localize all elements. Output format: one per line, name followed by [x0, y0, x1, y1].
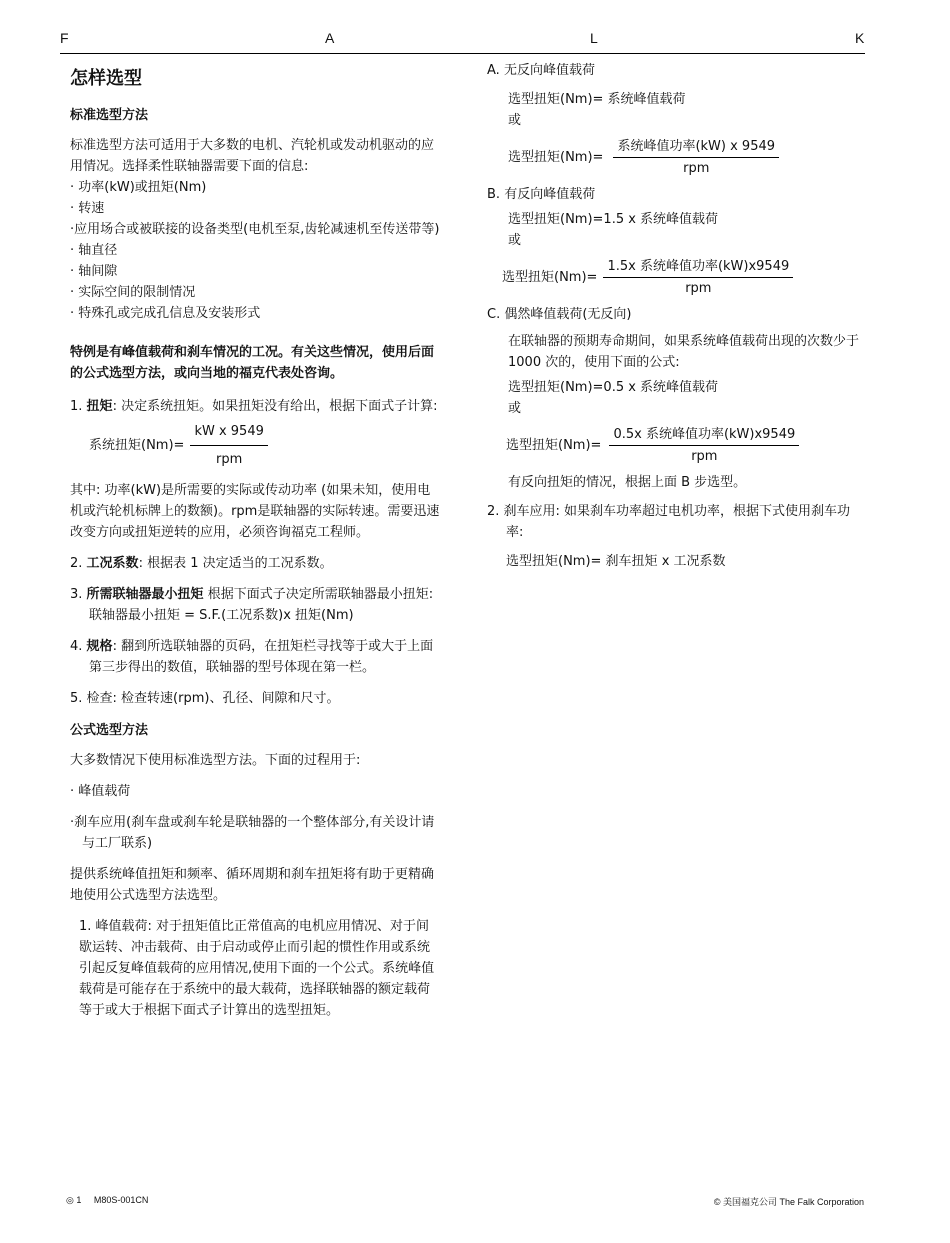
- formula-fraction: [609, 423, 799, 464]
- formula-label: 选型扭矩(Nm)=: [506, 438, 602, 453]
- step-1-note: 其中: 功率(kW)是所需要的实际或传动功率 (如果未知，使用电机或汽轮机标牌上的数额)。rpm是联轴器的实际转速。需要迅速改变方向或扭矩逆转的应用，必须咨询福克工程师。: [70, 483, 440, 540]
- section-b: [487, 184, 865, 205]
- special-case-note: 特例是有峰值载荷和刹车情况的工况。有关这些情况，使用后面的公式选型方法，或向当地的福克代表处咨询。: [70, 345, 435, 381]
- peak-load-paragraph: 1. 峰值载荷: 对于扭矩值比正常值高的电机应用情况、对于间歇运转、冲击载荷、由于启动或停止而引起的惯性作用或系统引起反复峰值载荷的应用情况,使用下面的一个公式。系统峰值载荷是可能存在于系统中的最大载荷，选择联轴器的额定载荷等于或大于根据下面式子计算出的选型扭矩。: [79, 919, 435, 1018]
- section-c-formula: [506, 423, 865, 464]
- min-torque-formula: 联轴器最小扭矩 = S.F.(工况系数)x 扭矩(Nm): [89, 608, 354, 623]
- step-number: 2.: [70, 556, 83, 571]
- step-title: 扭矩: [86, 399, 113, 414]
- standard-method-heading: 标准选型方法: [70, 108, 149, 123]
- section-title: 无反向峰值载荷: [503, 63, 595, 78]
- section-a-body: [487, 89, 865, 176]
- section-title: 偶然峰值载荷(无反向): [504, 307, 632, 322]
- step-number: 2.: [487, 504, 500, 519]
- section-b-body: [487, 209, 865, 251]
- list-item: · 轴间隙: [70, 264, 118, 279]
- step-title: 所需联轴器最小扭矩: [86, 587, 204, 602]
- right-column: [487, 60, 865, 582]
- step-4-size: [70, 636, 442, 678]
- header-letter-a: A: [325, 30, 335, 46]
- step-title: 工况系数: [86, 556, 139, 571]
- step-text: 刹车应用: 如果刹车功率超过电机功率，根据下式使用刹车功率:: [503, 504, 851, 540]
- header-letter-k: K: [855, 30, 865, 46]
- or-text: 或: [508, 233, 522, 248]
- formula-fraction: [603, 255, 793, 296]
- list-item: · 轴直径: [70, 243, 118, 258]
- step-number: 1.: [70, 399, 83, 414]
- step-text: 检查: 检查转速(rpm)、孔径、间隙和尺寸。: [86, 691, 340, 706]
- step-title: 规格: [86, 639, 113, 654]
- list-item: · 实际空间的限制情况: [70, 285, 196, 300]
- list-item: ·应用场合或被联接的设备类型(电机至泵,齿轮减速机至传送带等): [70, 222, 440, 237]
- section-c-note: 有反向扭矩的情况，根据上面 B 步选型。: [508, 475, 747, 490]
- document-code: M80S-001CN: [93, 1195, 149, 1205]
- step-5-check: [70, 688, 442, 709]
- step-number: 3.: [70, 587, 83, 602]
- section-title: 有反向峰值载荷: [504, 187, 596, 202]
- formula-numerator: 系统峰值功率(kW) x 9549: [613, 135, 779, 158]
- list-item: · 特殊孔或完成孔信息及安装形式: [70, 306, 261, 321]
- footer-copyright: © 美国福克公司 The Falk Corporation: [713, 1197, 864, 1207]
- section-b-formula: [487, 255, 865, 296]
- section-label: C.: [487, 307, 501, 322]
- brake-formula: 选型扭矩(Nm)= 刹车扭矩 x 工况系数: [506, 554, 726, 569]
- section-c-text: 在联轴器的预期寿命期间，如果系统峰值载荷出现的次数少于 1000 次的，使用下面的公式:: [508, 334, 860, 370]
- formula-label: 选型扭矩(Nm)=: [502, 270, 598, 285]
- step-text: 根据下面式子决定所需联轴器最小扭矩:: [203, 587, 434, 602]
- step-text: : 翻到所选联轴器的页码，在扭矩栏寻找等于或大于上面第三步得出的数值，联轴器的型号体现在第一栏。: [89, 639, 434, 675]
- list-item: · 峰值载荷: [70, 784, 131, 799]
- or-text: 或: [508, 113, 522, 128]
- section-c-body: [487, 331, 865, 493]
- formula-line: 选型扭矩(Nm)= 系统峰值载荷: [508, 92, 686, 107]
- formula-method-note: 提供系统峰值扭矩和频率、循环周期和刹车扭矩将有助于更精确地使用公式选型方法选型。: [70, 867, 435, 903]
- section-a-formula: [508, 135, 865, 176]
- formula-denominator: rpm: [691, 449, 718, 464]
- formula-denominator: rpm: [685, 281, 712, 296]
- section-c: [487, 304, 865, 325]
- header-letter-l: L: [590, 30, 598, 46]
- formula-numerator: kW x 9549: [190, 421, 267, 446]
- brake-application: [487, 501, 865, 572]
- step-2-service-factor: [70, 553, 442, 574]
- section-label: B.: [487, 187, 501, 202]
- formula-fraction: [613, 135, 779, 176]
- step-3-min-torque: [70, 584, 442, 626]
- page-header: [60, 30, 865, 54]
- page-number: ◎ 1: [66, 1195, 82, 1205]
- formula-method-heading: 公式选型方法: [70, 723, 149, 738]
- formula-label: 选型扭矩(Nm)=: [508, 150, 604, 165]
- formula-method-intro: 大多数情况下使用标准选型方法。下面的过程用于:: [70, 753, 361, 768]
- formula-denominator: rpm: [683, 161, 710, 176]
- formula-label: 系统扭矩(Nm)=: [89, 438, 185, 453]
- standard-method-intro: 标准选型方法可适用于大多数的电机、汽轮机或发动机驱动的应用情况。选择柔性联轴器需要下面的信息:: [70, 138, 435, 174]
- formula-numerator: 0.5x 系统峰值功率(kW)x9549: [609, 423, 799, 446]
- formula-numerator: 1.5x 系统峰值功率(kW)x9549: [603, 255, 793, 278]
- formula-line: 选型扭矩(Nm)=0.5 x 系统峰值载荷: [508, 380, 719, 395]
- or-text: 或: [508, 401, 522, 416]
- section-a: [487, 60, 865, 81]
- page-title: 怎样选型: [70, 68, 142, 89]
- step-1-torque: [70, 396, 442, 470]
- left-column: [70, 60, 442, 1021]
- step-text: : 根据表 1 决定适当的工况系数。: [138, 556, 333, 571]
- system-torque-formula: [89, 421, 442, 470]
- footer-left: [66, 1195, 148, 1206]
- header-letter-f: F: [60, 30, 69, 46]
- list-item: · 功率(kW)或扭矩(Nm): [70, 180, 207, 195]
- formula-denominator: rpm: [216, 452, 243, 467]
- standard-info-list: [70, 177, 442, 324]
- step-number: 5.: [70, 691, 83, 706]
- section-label: A.: [487, 63, 500, 78]
- list-item: · 转速: [70, 201, 105, 216]
- step-number: 4.: [70, 639, 83, 654]
- formula-line: 选型扭矩(Nm)=1.5 x 系统峰值载荷: [508, 212, 719, 227]
- list-item: ·刹车应用(刹车盘或刹车轮是联轴器的一个整体部分,有关设计请与工厂联系): [70, 815, 435, 851]
- step-text: : 决定系统扭矩。如果扭矩没有给出，根据下面式子计算:: [112, 399, 438, 414]
- formula-fraction: [190, 421, 267, 470]
